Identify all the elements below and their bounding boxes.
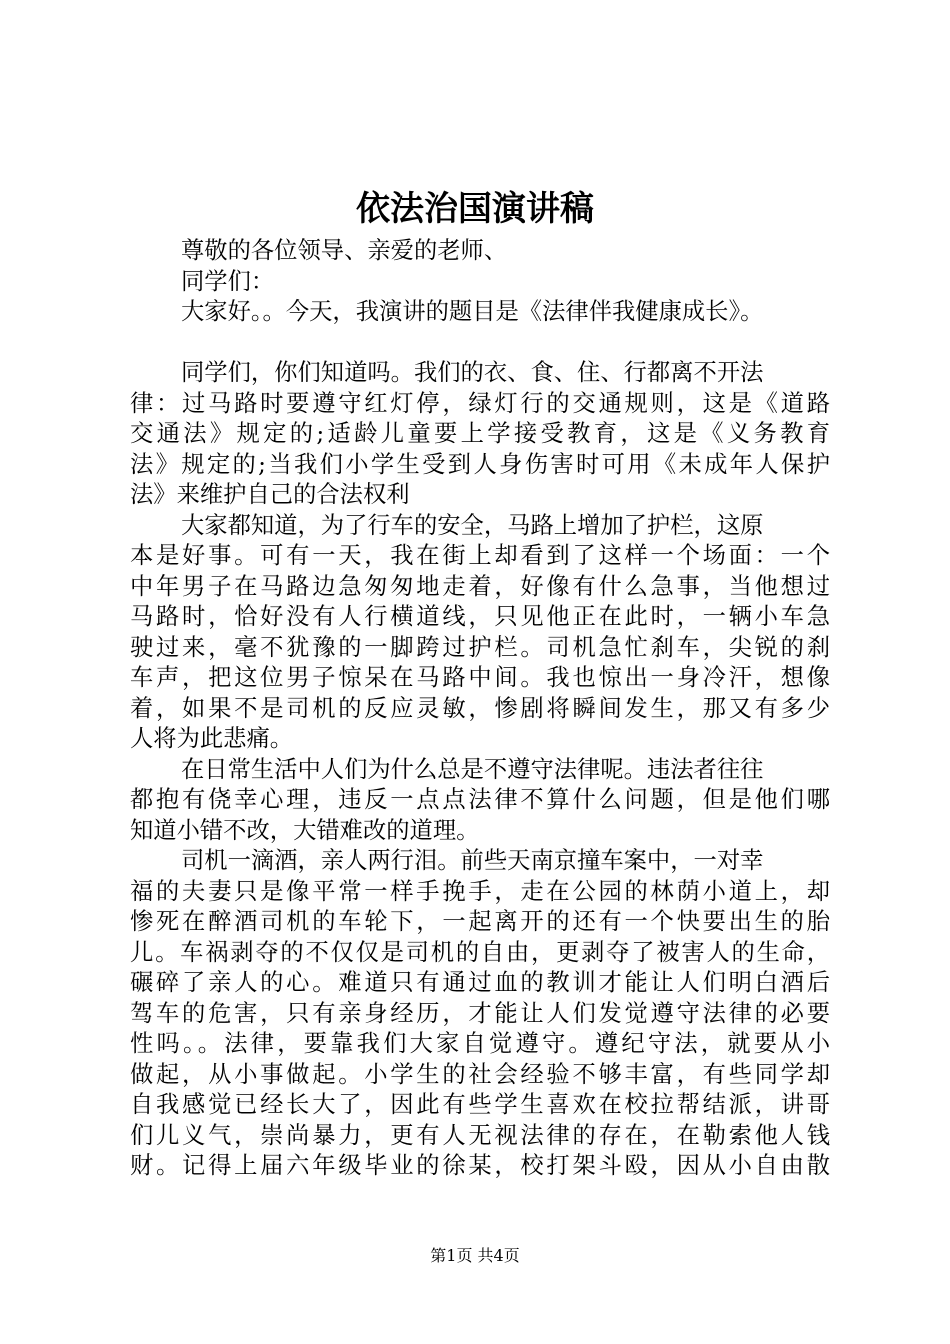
- text-line: 人将为此悲痛。: [130, 725, 294, 752]
- text-line: 大家好。。今天，我演讲的题目是《法律伴我健康成长》。: [181, 298, 764, 325]
- text-line: 律：过马路时要遵守红灯停，绿灯行的交通规则，这是《道路: [130, 389, 830, 417]
- text-line: 做起，从小事做起。小学生的社会经验不够丰富，有些同学却: [130, 1060, 830, 1088]
- text-line: 尊敬的各位领导、亲爱的老师、: [181, 237, 508, 264]
- text-line: 中年男子在马路边急匆匆地走着，好像有什么急事，当他想过: [130, 572, 830, 600]
- text-line: 驶过来，毫不犹豫的一脚跨过护栏。司机急忙刹车，尖锐的刹: [130, 633, 830, 661]
- text-line: 财。记得上届六年级毕业的徐某，校打架斗殴，因从小自由散: [130, 1152, 830, 1179]
- document-body: [130, 236, 830, 1182]
- text-line: 在日常生活中人们为什么总是不遵守法律呢。违法者往往: [181, 755, 764, 783]
- text-line: 驾车的危害，只有亲身经历，才能让人们发觉遵守法律的必要: [130, 999, 830, 1027]
- text-line: 着，如果不是司机的反应灵敏，惨剧将瞬间发生，那又有多少: [130, 694, 830, 722]
- text-line: 性吗。。法律，要靠我们大家自觉遵守。遵纪守法，就要从小: [130, 1030, 830, 1057]
- text-line: 同学们：: [181, 267, 275, 295]
- text-line: 惨死在醉酒司机的车轮下，一起离开的还有一个快要出生的胎: [130, 908, 830, 935]
- page-number-footer: 第1页 共4页: [430, 1246, 520, 1265]
- text-line: 法》来维护自己的合法权利: [130, 481, 410, 508]
- text-line: 同学们，你们知道吗。我们的衣、食、住、行都离不开法: [181, 359, 764, 386]
- text-line: 福的夫妻只是像平常一样手挽手，走在公园的林荫小道上，却: [130, 877, 830, 905]
- text-line: 碾碎了亲人的心。难道只有通过血的教训才能让人们明白酒后: [130, 969, 830, 996]
- text-line: 儿。车祸剥夺的不仅仅是司机的自由，更剥夺了被害人的生命，: [130, 938, 830, 966]
- text-line: 都抱有侥幸心理，违反一点点法律不算什么问题，但是他们哪: [130, 786, 830, 813]
- text-line: 法》规定的;当我们小学生受到人身伤害时可用《未成年人保护: [130, 450, 830, 478]
- text-line: 交通法》规定的;适龄儿童要上学接受教育，这是《义务教育: [130, 420, 830, 447]
- text-line: 知道小错不改，大错难改的道理。: [130, 816, 480, 844]
- text-line: 自我感觉已经长大了，因此有些学生喜欢在校拉帮结派，讲哥: [130, 1091, 830, 1118]
- blank-line: [130, 328, 830, 359]
- text-line: 车声，把这位男子惊呆在马路中间。我也惊出一身冷汗，想像: [130, 664, 830, 691]
- text-line: 马路时，恰好没有人行横道线，只见他正在此时，一辆小车急: [130, 603, 830, 630]
- text-line: 司机一滴酒，亲人两行泪。前些天南京撞车案中，一对幸: [181, 847, 764, 874]
- text-line: 们儿义气，崇尚暴力，更有人无视法律的存在，在勒索他人钱: [130, 1121, 830, 1149]
- document-title: 依法治国演讲稿: [356, 189, 594, 229]
- text-line: 本是好事。可有一天，我在街上却看到了这样一个场面：一个: [130, 542, 830, 569]
- text-line: 大家都知道，为了行车的安全，马路上增加了护栏，这原: [181, 511, 764, 539]
